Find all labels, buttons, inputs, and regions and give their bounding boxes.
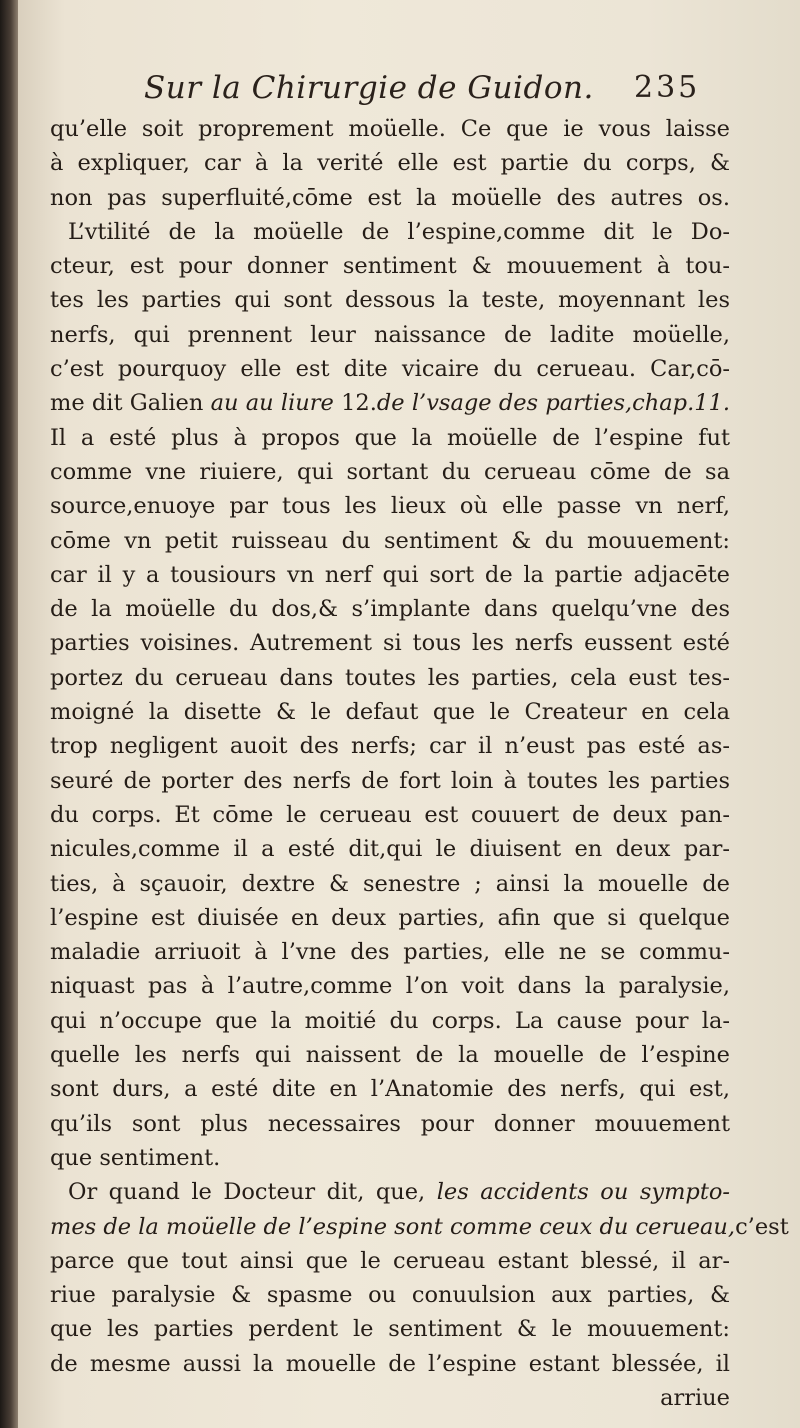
text-line: de mesme aussi la mouelle de l’espine estant blessée, il <box>50 1350 730 1377</box>
text-line: c’est pourquoy elle est dite vicaire du cerueau. Car,cō- <box>50 356 730 383</box>
text-line: quelle les nerfs qui naissent de la mouelle de l’espine <box>50 1042 730 1069</box>
text-line: Il a esté plus à propos que la moüelle de l’espine fut <box>50 424 730 451</box>
text-line: sont durs, a esté dite en l’Anatomie des nerfs, qui est, <box>50 1076 730 1103</box>
book-page <box>18 0 800 1428</box>
book-gutter <box>0 0 18 1428</box>
text-line: tes les parties qui sont dessous la teste, moyennant les <box>50 287 730 314</box>
text-line: car il y a tousiours vn nerf qui sort de la partie adjacēte <box>50 561 730 588</box>
text-line: riue paralysie & spasme ou conuulsion aux parties, & <box>50 1282 730 1309</box>
text-line: non pas superfluité,cōme est la moüelle des autres os. <box>50 184 730 211</box>
text-line: qui n’occupe que la moitié du corps. La cause pour la- <box>50 1007 730 1034</box>
text-span: me dit Galien <box>50 390 204 417</box>
text-line: parce que tout ainsi que le cerueau estant blessé, il ar- <box>50 1247 730 1274</box>
text-line: à expliquer, car à la verité elle est partie du corps, & <box>50 150 730 177</box>
text-line: que sentiment. <box>50 1144 221 1171</box>
quote-italic: mes de la moüelle de l’espine sont comme ceux du cerueau, <box>50 1213 736 1240</box>
text-line: l’espine est diuisée en deux parties, afin que si quelque <box>50 904 730 931</box>
text-line: trop negligent auoit des nerfs; car il n’eust pas esté as- <box>50 733 730 760</box>
text-span: c’est <box>735 1213 789 1240</box>
text-line: portez du cerueau dans toutes les parties, cela eust tes- <box>50 664 730 691</box>
text-line: niquast pas à l’autre,comme l’on voit dans la paralysie, <box>50 973 730 1000</box>
text-line: maladie arriuoit à l’vne des parties, elle ne se commu- <box>50 939 730 966</box>
text-line: moigné la disette & le defaut que le Createur en cela <box>50 699 730 726</box>
text-line: cōme vn petit ruisseau du sentiment & du mouuement: <box>50 527 730 554</box>
page-number: 235 <box>634 70 701 105</box>
text-line: ties, à sçauoir, dextre & senestre ; ainsi la mouelle de <box>50 870 730 897</box>
text-line: qu’ils sont plus necessaires pour donner mouuement <box>50 1110 730 1137</box>
citation-italic: au au liure <box>210 390 334 417</box>
text-line-citation <box>50 386 730 420</box>
citation-italic-rest: de l’vsage des parties,chap.11. <box>376 390 730 417</box>
text-line: qu’elle soit proprement moüelle. Ce que ie vous laisse <box>50 116 730 142</box>
text-span: Or quand le Docteur dit, que, <box>68 1179 426 1206</box>
text-line: seuré de porter des nerfs de fort loin à toutes les parties <box>50 767 730 794</box>
running-title: Sur la Chirurgie de Guidon. <box>144 70 594 106</box>
quote-italic: les accidents ou sympto- <box>436 1179 731 1206</box>
body-text <box>50 112 789 1415</box>
text-line: du corps. Et cōme le cerueau est couuert de deux pan- <box>50 801 730 828</box>
text-line-quote-end <box>50 1210 789 1244</box>
text-line: nicules,comme il a esté dit,qui le diuisent en deux par- <box>50 836 730 863</box>
text-line: que les parties perdent le sentiment & le mouuement: <box>50 1316 730 1343</box>
catchword: arriue <box>660 1384 730 1411</box>
citation-number: 12. <box>333 390 377 417</box>
text-line: nerfs, qui prennent leur naissance de ladite moüelle, <box>50 321 730 348</box>
text-line: source,enuoye par tous les lieux où elle passe vn nerf, <box>50 493 730 520</box>
text-line: comme vne riuiere, qui sortant du cerueau cōme de sa <box>50 458 730 485</box>
text-line: L’vtilité de la moüelle de l’espine,comme dit le Do- <box>68 218 730 245</box>
text-line: parties voisines. Autrement si tous les nerfs eussent esté <box>50 630 730 657</box>
text-line-quote-start <box>50 1175 730 1209</box>
text-line: de la moüelle du dos,& s’implante dans quelqu’vne des <box>50 596 730 623</box>
page-header <box>18 64 800 112</box>
text-line: cteur, est pour donner sentiment & mouuement à tou- <box>50 253 730 280</box>
